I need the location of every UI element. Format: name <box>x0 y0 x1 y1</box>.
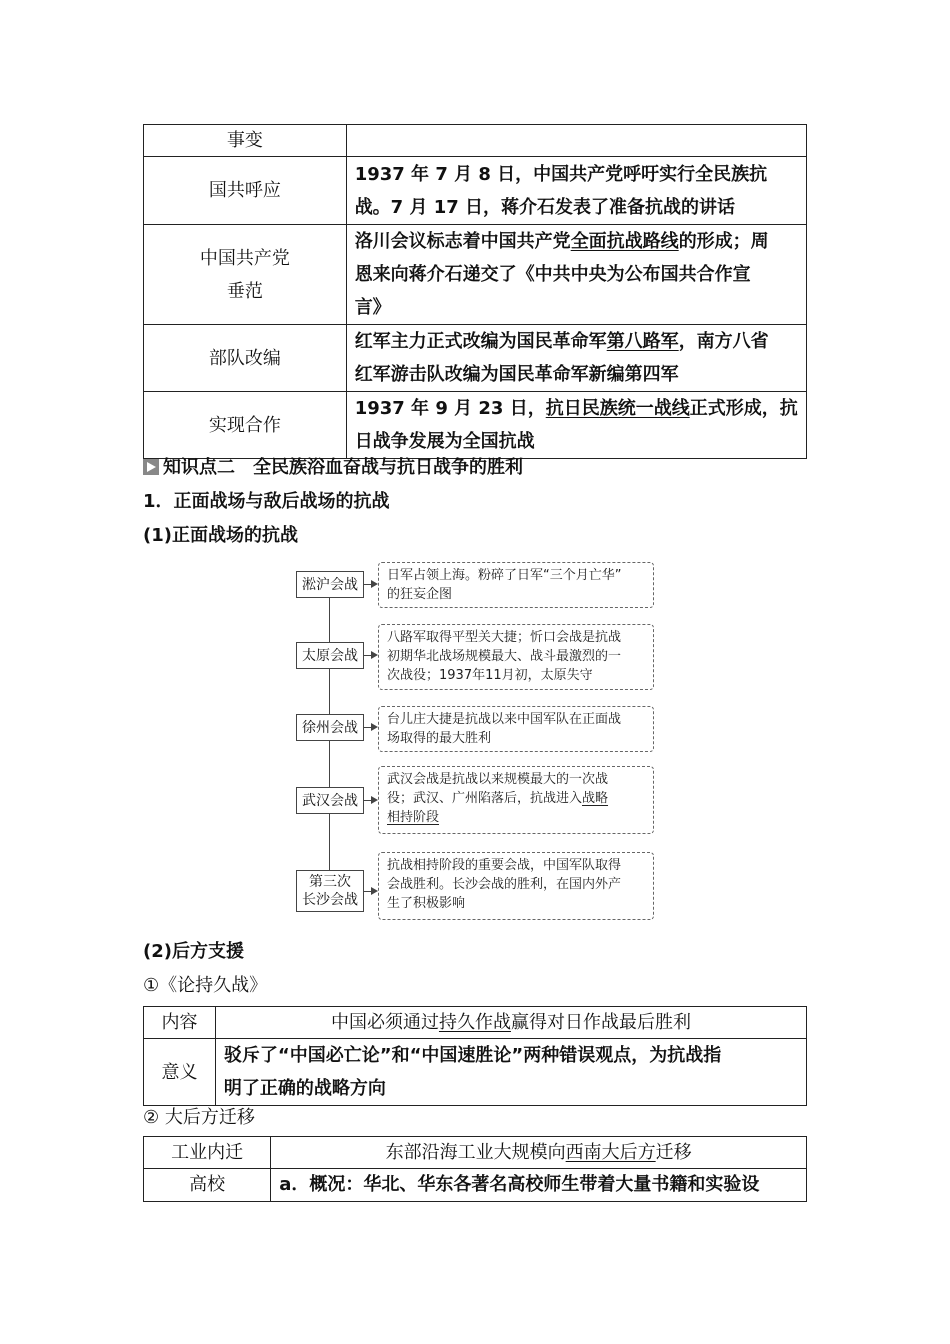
content-line: 战。7 月 17 日，蒋介石发表了准备抗战的讲话 <box>354 196 736 218</box>
row-content <box>346 157 806 225</box>
battle-note: 日军占领上海。粉碎了日军“三个月亡华” 的狂妄企图 <box>378 562 654 608</box>
content-line: 日战争发展为全国抗战 <box>354 431 535 452</box>
arrow <box>364 891 376 892</box>
table-united-front <box>143 124 807 459</box>
row-label: 实现合作 <box>144 392 347 459</box>
content-line: 1937 年 7 月 8 日，中国共产党呼吁实行全民族抗 <box>354 163 768 185</box>
row-content <box>346 392 806 459</box>
row-label: 意义 <box>144 1039 216 1106</box>
table-row <box>144 157 807 225</box>
subheading: (2)后方支援 <box>143 941 244 962</box>
table-row <box>144 1007 807 1039</box>
label-line: 垂范 <box>226 280 263 302</box>
content-line: 明了正确的战略方向 <box>223 1078 386 1099</box>
arrow <box>364 584 376 585</box>
row-content <box>346 225 806 325</box>
battle-box: 徐州会战 <box>296 714 364 741</box>
row-label: 高校 <box>144 1169 271 1202</box>
row-content <box>346 125 806 157</box>
row-content <box>215 1039 806 1106</box>
play-icon <box>143 459 159 475</box>
row-label: 事变 <box>144 125 347 157</box>
battle-note: 抗战相持阶段的重要会战，中国军队取得 会战胜利。长沙会战的胜利，在国内外产 生了积极影响 <box>378 852 654 920</box>
table-relocation <box>143 1136 807 1202</box>
table-protracted-war <box>143 1006 807 1106</box>
battle-box: 第三次 长沙会战 <box>296 870 364 912</box>
content-line: 言》 <box>354 297 391 318</box>
row-content: a．概况：华北、华东各著名高校师生带着大量书籍和实验设 <box>271 1169 807 1202</box>
battle-box: 太原会战 <box>296 642 364 669</box>
table-row <box>144 392 807 459</box>
subheading: 1．正面战场与敌后战场的抗战 <box>143 491 390 512</box>
subheading: ② 大后方迁移 <box>143 1107 255 1128</box>
content-line: 恩来向蒋介石递交了《中共中央为公布国共合作宣 <box>354 264 751 285</box>
subheading: (1)正面战场的抗战 <box>143 525 298 546</box>
battle-note: 八路军取得平型关大捷；忻口会战是抗战 初期华北战场规模最大、战斗最激烈的一 次战役；1937年11月初，太原失守 <box>378 624 654 690</box>
content-line: 1937 年 9 月 23 日，抗日民族统一战线正式形成，抗 <box>354 398 798 419</box>
row-label: 部队改编 <box>144 325 347 392</box>
table-row <box>144 1169 807 1202</box>
content-line: 驳斥了“中国必亡论”和“中国速胜论”两种错误观点，为抗战指 <box>223 1045 722 1066</box>
subheading: ①《论持久战》 <box>143 975 268 996</box>
arrow <box>364 727 376 728</box>
table-row <box>144 125 807 157</box>
content-line: 红军主力正式改编为国民革命军第八路军，南方八省 <box>354 331 769 352</box>
table-row <box>144 1137 807 1169</box>
row-label: 内容 <box>144 1007 216 1039</box>
table-row <box>144 1039 807 1106</box>
row-content: 中国必须通过持久作战赢得对日作战最后胜利 <box>215 1007 806 1039</box>
row-label <box>144 225 347 325</box>
content-line: 红军游击队改编为国民革命军新编第四军 <box>354 364 679 385</box>
battle-note: 台儿庄大捷是抗战以来中国军队在正面战 场取得的最大胜利 <box>378 706 654 752</box>
arrow <box>364 800 376 801</box>
section-heading: 知识点二 全民族浴血奋战与抗日战争的胜利 <box>143 456 523 480</box>
arrow <box>364 655 376 656</box>
battle-note: 武汉会战是抗战以来规模最大的一次战 役；武汉、广州陷落后，抗战进入战略 相持阶段 <box>378 766 654 834</box>
row-label: 国共呼应 <box>144 157 347 225</box>
battle-box: 淞沪会战 <box>296 571 364 598</box>
row-content <box>346 325 806 392</box>
table-row <box>144 225 807 325</box>
battle-box: 武汉会战 <box>296 787 364 814</box>
table-row <box>144 325 807 392</box>
label-line: 中国共产党 <box>199 247 290 269</box>
row-content: 东部沿海工业大规模向西南大后方迁移 <box>271 1137 807 1169</box>
content-line: 洛川会议标志着中国共产党全面抗战路线的形成；周 <box>354 231 769 252</box>
row-label: 工业内迁 <box>144 1137 271 1169</box>
